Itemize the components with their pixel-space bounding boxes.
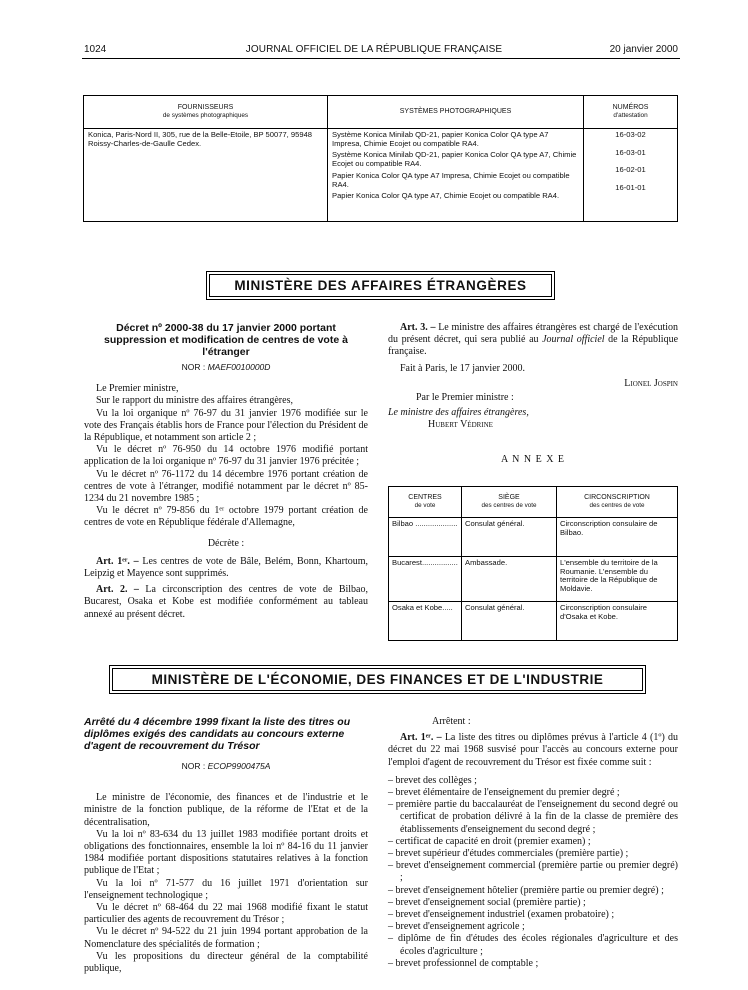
article-text: La circonscription des centres de vote de Bilbao, Bucarest, Osaka et Kobe est modifiée conformément au tableau annexé au présent décret. xyxy=(84,584,369,620)
ministry-heading: MINISTÈRE DE L'ÉCONOMIE, DES FINANCES ET DE L'INDUSTRIE xyxy=(112,668,643,691)
paragraph: Vu la loi nº 83-634 du 13 juillet 1983 modifiée portant droits et obligations des fonctionnaires, ensemble la loi nº 84-16 du 11 janvier 1984 modifiée portant dispositions statutaires relatives à la fonction publique de l'Etat ; xyxy=(84,828,368,877)
header-rule xyxy=(82,58,680,59)
supplier-cell: Konica, Paris-Nord II, 305, rue de la Belle-Etoile, BP 50077, 95948 Roissy-Charles-de-Gaulle Cedex. xyxy=(84,129,328,222)
column-subtitle: des centres de vote xyxy=(589,502,645,510)
paragraph: Vu le décret nº 76-1172 du 14 décembre 1976 portant création de centres de vote à l'étranger, modifié notamment par le décret nº 85-1234 du 21 novembre 1985 ; xyxy=(84,468,368,505)
attestation-number: 16-03-01 xyxy=(615,147,646,157)
photographic-systems-table xyxy=(83,95,678,222)
diploma-list xyxy=(388,775,678,970)
system-entry: Papier Konica Color QA type A7 Impresa, Chimie Ecojet ou compatible RA4. xyxy=(332,170,570,189)
nor-reference xyxy=(84,760,368,772)
article-2 xyxy=(84,584,368,621)
column-title: SYSTÈMES PHOTOGRAPHIQUES xyxy=(399,107,512,115)
article-label: Art. 1ᵉʳ. – xyxy=(96,555,139,567)
attestation-number: 16-02-01 xyxy=(615,165,646,175)
journal-reference: Journal officiel xyxy=(542,334,605,346)
column-title: CIRCONSCRIPTION xyxy=(584,494,650,502)
centre-cell: Osaka et Kobe..... xyxy=(389,602,462,641)
column-header xyxy=(389,487,462,518)
arrete-column xyxy=(84,716,368,975)
nor-reference xyxy=(84,361,368,373)
circonscription-cell: L'ensemble du territoire de la Roumanie. L'ensemble du territoire de la République de Moldavie. xyxy=(557,557,678,602)
signatory: Lionel Jospin xyxy=(624,377,678,389)
paragraph: Vu les propositions du directeur général de la comptabilité publique, xyxy=(84,950,368,975)
centre-cell: Bilbao .................... xyxy=(389,518,462,557)
paragraph: Vu la loi nº 71-577 du 16 juillet 1971 d'orientation sur l'enseignement technologique ; xyxy=(84,877,368,901)
attestation-number: 16-01-01 xyxy=(615,183,646,193)
arretent-label: Arrêtent : xyxy=(432,716,471,727)
decret-title: Décret nº 2000-38 du 17 janvier 2000 portant suppression et modification de centres de vote à l'étranger xyxy=(104,322,348,358)
ministry-heading-box xyxy=(109,665,646,694)
systems-cell xyxy=(328,129,584,222)
paragraph: Vu le décret nº 76-950 du 14 octobre 1976 modifié portant application de la loi organique nº 76-97 du 31 janvier 1976 précitée ; xyxy=(84,444,368,468)
table-row xyxy=(389,602,678,641)
ministry-heading: MINISTÈRE DES AFFAIRES ÉTRANGÈRES xyxy=(209,274,552,297)
list-item: – diplôme de fin d'études des écoles régionales d'agriculture et des écoles d'agriculture ; xyxy=(388,933,678,957)
siege-cell: Consulat général. xyxy=(462,602,557,641)
paragraph: Sur le rapport du ministre des affaires étrangères, xyxy=(96,395,293,407)
by-the-prime-minister: Par le Premier ministre : xyxy=(416,392,514,404)
system-entry: Système Konica Minilab QD-21, papier Konica Color QA type A7, Chimie Ecojet ou compatible RA4. xyxy=(332,150,577,169)
table-header-row xyxy=(84,96,678,129)
list-item: – brevet d'enseignement hôtelier (première partie ou premier degré) ; xyxy=(388,885,678,897)
list-item: – certificat de capacité en droit (premier examen) ; xyxy=(388,836,678,848)
list-item: – brevet des collèges ; xyxy=(388,775,678,787)
article-label: Art. 2. – xyxy=(96,584,139,596)
column-header xyxy=(557,487,678,518)
article-text: Les centres de vote de Bâle, Belém, Bonn, Khartoum, Leipzig et Mayence sont supprimés. xyxy=(84,555,369,580)
attestation-number: 16-03-02 xyxy=(615,130,646,139)
nor-code: ECOP9900475A xyxy=(207,761,271,771)
column-subtitle: des centres de vote xyxy=(481,502,537,510)
nor-code: MAEF0010000D xyxy=(207,362,271,372)
article-text: La liste des titres ou diplômes prévus à l'article 4 (1º) du décret du 22 mai 1968 susvisé pour l'accès au concours externe pour l'emploi d'agent de recouvrement du Trésor est fixée comme suit : xyxy=(388,732,679,768)
column-title: FOURNISSEURS xyxy=(177,104,234,112)
arrete-right-column xyxy=(388,716,678,970)
column-subtitle: d'attestation xyxy=(613,112,648,120)
decret-right-column xyxy=(388,322,678,466)
issue-date: 20 janvier 2000 xyxy=(609,44,678,55)
ministry-heading-box xyxy=(206,271,555,300)
column-title: SIÈGE xyxy=(498,494,520,502)
article-text: de la République française. xyxy=(388,334,679,358)
column-header xyxy=(584,96,678,129)
column-header xyxy=(328,96,584,129)
paragraph: Vu la loi organique nº 76-97 du 31 janvier 1976 modifiée sur le vote des Français établis hors de France pour l'élection du Président de la République, et notamment son article 2 ; xyxy=(84,407,368,444)
list-item: – première partie du baccalauréat de l'enseignement du second degré ou certificat de probation délivré à la fin de la classe de première des établissements d'enseignement du second degré ; xyxy=(388,799,678,836)
paragraph: Vu le décret nº 94-522 du 21 juin 1994 portant approbation de la Nomenclature des spécialités de formation ; xyxy=(84,926,368,950)
done-at: Fait à Paris, le 17 janvier 2000. xyxy=(400,362,525,374)
siege-cell: Ambassade. xyxy=(462,557,557,602)
article-1 xyxy=(84,556,368,580)
list-item: – brevet supérieur d'études commerciales (première partie) ; xyxy=(388,848,678,860)
column-title: CENTRES xyxy=(408,494,442,502)
minister-title: Le ministre des affaires étrangères, xyxy=(388,407,529,419)
system-entry: Papier Konica Color QA type A7, Chimie Ecojet ou compatible RA4. xyxy=(332,191,560,201)
table-row xyxy=(84,129,678,222)
list-item: – brevet d'enseignement industriel (examen probatoire) ; xyxy=(388,909,678,921)
list-item: – brevet d'enseignement social (première partie) ; xyxy=(388,897,678,909)
column-subtitle: de vote xyxy=(414,502,436,510)
siege-cell: Consulat général. xyxy=(462,518,557,557)
article-3 xyxy=(388,322,678,359)
article-text: Le ministre des affaires étrangères est chargé de l'exécution du présent décret, qui sera publié au xyxy=(388,322,678,346)
circonscription-cell: Circonscription consulaire d'Osaka et Kobe. xyxy=(557,602,678,641)
arrete-title: Arrêté du 4 décembre 1999 fixant la liste des titres ou diplômes exigés des candidats au concours externe d'agent de recouvrement du Trésor xyxy=(84,716,351,752)
list-item: – brevet d'enseignement agricole ; xyxy=(388,921,678,933)
nor-label: NOR : xyxy=(181,362,206,372)
table-row xyxy=(389,518,678,557)
annexe-title: A N N E X E xyxy=(500,453,566,465)
article-label: Art. 3. – xyxy=(400,322,436,333)
paragraph: Vu le décret nº 68-464 du 22 mai 1968 modifié fixant le statut particulier des agents de recouvrement du Trésor ; xyxy=(84,902,368,926)
paragraph: Le Premier ministre, xyxy=(96,383,179,395)
numbers-cell xyxy=(584,129,678,222)
system-entry: Système Konica Minilab QD-21, papier Konica Color QA type A7 Impresa, Chimie Ecojet ou compatible RA4. xyxy=(332,130,549,148)
minister-name: Hubert Védrine xyxy=(428,419,493,431)
table-row xyxy=(389,557,678,602)
column-title: NUMÉROS xyxy=(612,104,649,112)
nor-label: NOR : xyxy=(181,761,206,771)
circonscription-cell: Circonscription consulaire de Bilbao. xyxy=(557,518,678,557)
list-item: – brevet d'enseignement commercial (première partie ou premier degré) ; xyxy=(388,860,678,884)
list-item: – brevet élémentaire de l'enseignement du premier degré ; xyxy=(388,787,678,799)
article-label: Art. 1ᵉʳ. – xyxy=(400,732,442,744)
list-item: – brevet professionnel de comptable ; xyxy=(388,958,678,970)
centre-cell: Bucarest................. xyxy=(389,557,462,602)
table-header-row xyxy=(389,487,678,518)
journal-title: JOURNAL OFFICIEL DE LA RÉPUBLIQUE FRANÇAISE xyxy=(245,44,503,55)
article-1 xyxy=(388,732,678,769)
column-subtitle: de systèmes photographiques xyxy=(162,112,249,120)
decrete-label: Décrète : xyxy=(207,537,245,549)
annexe-table xyxy=(388,486,678,641)
page-number: 1024 xyxy=(84,44,107,55)
paragraph: Vu le décret nº 79-856 du 1ᵉʳ octobre 1979 portant création de centres de vote en République fédérale d'Allemagne, xyxy=(84,505,368,529)
decret-column xyxy=(84,322,368,621)
paragraph: Le ministre de l'économie, des finances et de l'industrie et le ministre de la fonction publique, de la réforme de l'Etat et de la décentralisation, xyxy=(84,792,368,828)
column-header xyxy=(462,487,557,518)
column-header xyxy=(84,96,328,129)
